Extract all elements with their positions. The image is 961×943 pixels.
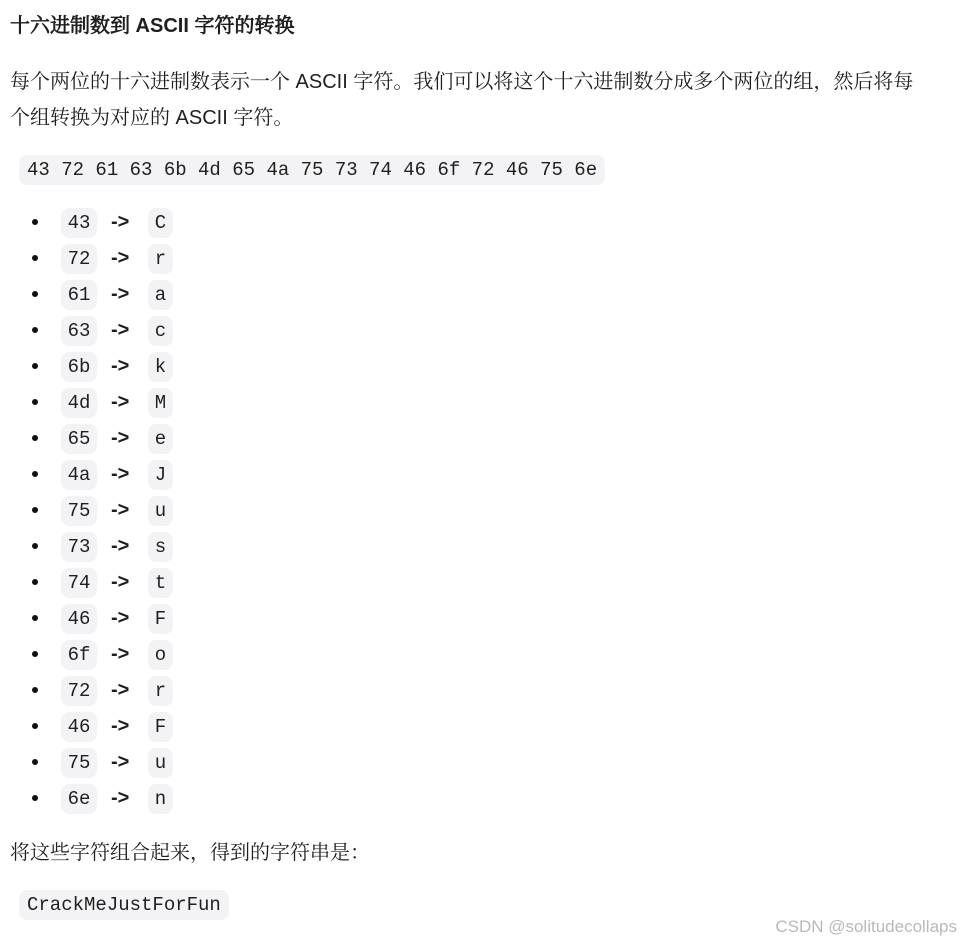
bullet-icon [30,537,38,555]
arrow-symbol: -> [111,427,130,449]
csdn-watermark: CSDN @solitudecollaps [775,917,957,936]
arrow-symbol: -> [111,499,130,521]
list-item [0,421,400,457]
list-item [0,565,400,601]
hex-code: 73 [61,532,97,562]
arrow-symbol: -> [111,787,130,809]
list-item [0,385,400,421]
section-heading: 十六进制数到 ASCII 字符的转换 [10,15,295,37]
ascii-char-code: u [148,748,173,778]
bullet-icon [30,249,38,267]
list-item [0,277,400,313]
bullet-icon [30,321,38,339]
arrow-symbol: -> [111,607,130,629]
ascii-char-code: M [148,388,173,418]
arrow-symbol: -> [111,355,130,377]
hex-code: 65 [61,424,97,454]
ascii-char-code: J [148,460,173,490]
paragraph-line-2: 个组转换为对应的 ASCII 字符。 [10,107,294,129]
bullet-icon [30,429,38,447]
arrow-symbol: -> [111,211,130,233]
conclusion-text: 将这些字符组合起来，得到的字符串是： [10,842,370,864]
hex-code: 4d [61,388,97,418]
paragraph-line-1: 每个两位的十六进制数表示一个 ASCII 字符。我们可以将这个十六进制数分成多个两位的组，然后将每 [10,71,914,93]
list-item [0,241,400,277]
ascii-char-code: k [148,352,173,382]
list-item [0,637,400,673]
explanation-paragraph [10,64,961,136]
bullet-icon [30,753,38,771]
list-item [0,493,400,529]
ascii-char-code: s [148,532,173,562]
bullet-icon [30,717,38,735]
arrow-symbol: -> [111,715,130,737]
arrow-symbol: -> [111,247,130,269]
hex-code: 46 [61,604,97,634]
conversion-list [0,205,400,817]
ascii-char-code: r [148,676,173,706]
ascii-char-code: t [148,568,173,598]
list-item [0,529,400,565]
hex-code: 75 [61,748,97,778]
hex-code: 43 [61,208,97,238]
bullet-icon [30,609,38,627]
list-item [0,709,400,745]
arrow-symbol: -> [111,571,130,593]
hex-code: 72 [61,244,97,274]
list-item [0,781,400,817]
list-item [0,673,400,709]
hex-code: 6e [61,784,97,814]
ascii-char-code: r [148,244,173,274]
hex-code: 61 [61,280,97,310]
list-item [0,601,400,637]
arrow-symbol: -> [111,463,130,485]
ascii-char-code: c [148,316,173,346]
bullet-icon [30,681,38,699]
hex-code: 46 [61,712,97,742]
arrow-symbol: -> [111,319,130,341]
bullet-icon [30,645,38,663]
hex-code: 4a [61,460,97,490]
hex-code: 74 [61,568,97,598]
hex-code: 75 [61,496,97,526]
arrow-symbol: -> [111,679,130,701]
ascii-char-code: e [148,424,173,454]
ascii-char-code: o [148,640,173,670]
bullet-icon [30,393,38,411]
list-item [0,205,400,241]
arrow-symbol: -> [111,283,130,305]
ascii-char-code: a [148,280,173,310]
ascii-char-code: u [148,496,173,526]
bullet-icon [30,573,38,591]
arrow-symbol: -> [111,391,130,413]
bullet-icon [30,285,38,303]
list-item [0,313,400,349]
arrow-symbol: -> [111,643,130,665]
ascii-char-code: C [148,208,173,238]
bullet-icon [30,501,38,519]
arrow-symbol: -> [111,751,130,773]
list-item [0,349,400,385]
arrow-symbol: -> [111,535,130,557]
list-item [0,745,400,781]
hex-code: 6b [61,352,97,382]
ascii-char-code: F [148,712,173,742]
ascii-char-code: F [148,604,173,634]
hex-code: 6f [61,640,97,670]
hex-code: 63 [61,316,97,346]
ascii-char-code: n [148,784,173,814]
bullet-icon [30,465,38,483]
bullet-icon [30,357,38,375]
list-item [0,457,400,493]
bullet-icon [30,789,38,807]
bullet-icon [30,213,38,231]
hex-code: 72 [61,676,97,706]
result-string-code: CrackMeJustForFun [19,890,229,920]
hex-sequence-code: 43 72 61 63 6b 4d 65 4a 75 73 74 46 6f 72 46 75 6e [19,155,605,185]
